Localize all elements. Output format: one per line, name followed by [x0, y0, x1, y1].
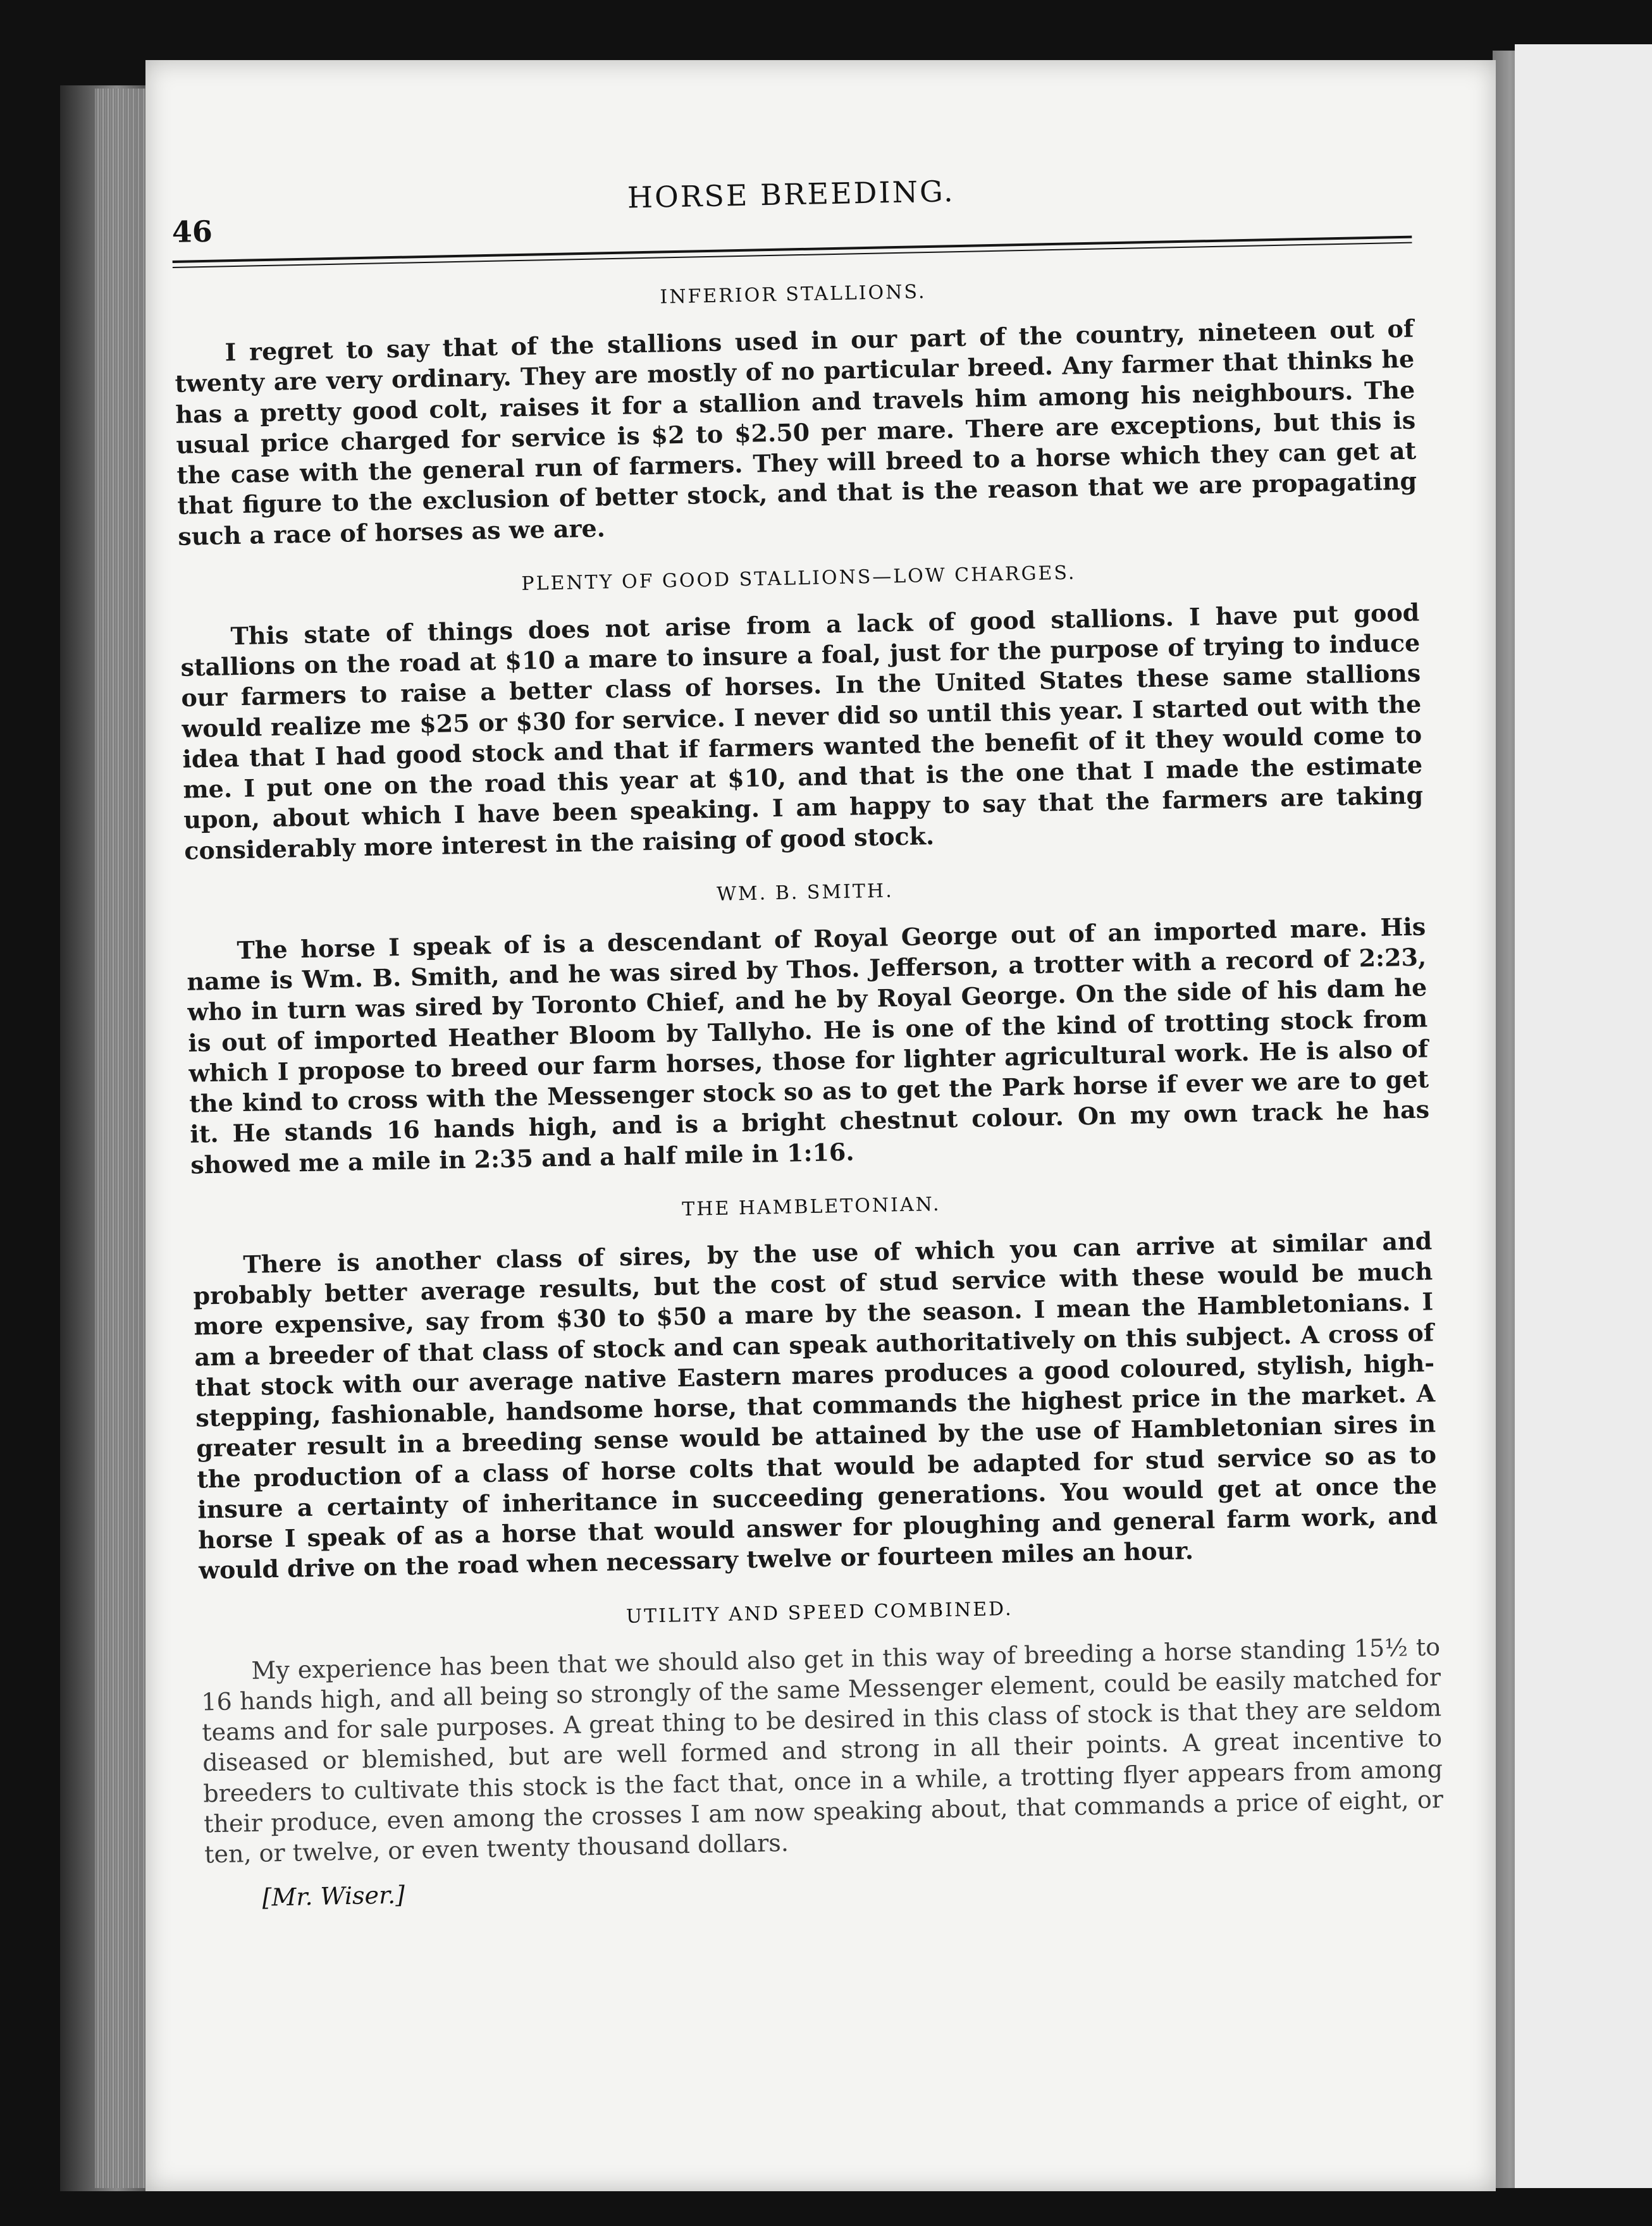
- facing-page: [1515, 44, 1652, 2188]
- header-rule-thin: [173, 242, 1412, 268]
- paragraph: This state of things does not arise from a lack of good stallions. I have put good stallions on the road at $10 a mare to insure a foal, just for the purpose of trying to induce our farmers to raise a better class of horses. In the United States these same stallions would realize me $25 or $30 for service. I never did so until this year. I started out with the idea that I had good stock and that if farmers wanted the benefit of it they would come to me. I put one on the road this year at $10, and that is the one that I made the estimate upon, about which I have been speaking. I am happy to say that the farmers are taking considerably more interest in the raising of good stock.: [180, 598, 1424, 865]
- section-plenty-of-good-stallions: [179, 555, 1424, 866]
- header-rule: [173, 236, 1412, 263]
- section-utility-and-speed: [200, 1589, 1445, 1870]
- section-heading: THE HAMBLETONIAN.: [681, 1193, 941, 1221]
- paragraph: I regret to say that of the stallions used in our part of the country, nineteen out of twenty are very ordinary. They are mostly of no particular breed. Any farmer that thinks he has a pretty good colt, raises it for a stallion and travels him among his neighbours. The usual price charged for service is $2 to $2.50 per mare. There are exceptions, but this is the case with the general run of farmers. They will breed to a horse which they can get at that figure to the exclusion of better stock, and that is the reason that we are propagating such a race of horses as we are.: [175, 314, 1417, 551]
- section-heading: UTILITY AND SPEED COMBINED.: [626, 1597, 1013, 1628]
- paragraph: My experience has been that we should also get in this way of breeding a horse standing 15½ to 16 hands high, and all being so strongly of the same Messenger element, could be easily matched for teams and for sale purposes. A great thing to be desired in this class of stock is that they are seldom diseased or blemished, but are well formed and strong in all their points. A great incentive to breeders to cultivate this stock is the fact that, once in a while, a trotting flyer appears from among their produce, even among the crosses I am now speaking about, that commands a price of eight, or ten, or twelve, or even twenty thousand dollars.: [200, 1632, 1444, 1869]
- section-heading: WM. B. SMITH.: [716, 880, 894, 906]
- section-inferior-stallions: [173, 271, 1418, 552]
- page-content: [171, 152, 1445, 1913]
- paragraph: The horse I speak of is a descendant of Royal George out of an imported mare. His name is Wm. B. Smith, and he was sired by Thos. Jefferson, a trotter with a record of 2:23, who in turn was sired by Toronto Chief, and he by Royal George. On the side of his dam he is out of imported Heather Bloom by Tallyho. He is one of the kind of trotting stock from which I propose to breed our farm horses, those for lighter agricultural work. He is also of the kind to cross with the Messenger stock so as to get the Park horse if ever we are to get it. He stands 16 hands high, and is a bright chestnut colour. On my own track he has showed me a mile in 2:35 and a half mile in 1:16.: [187, 912, 1430, 1179]
- section-heading: PLENTY OF GOOD STALLIONS—LOW CHARGES.: [521, 562, 1076, 595]
- section-hambletonian: [192, 1183, 1439, 1586]
- page-edges: [95, 89, 145, 2188]
- signature: [Mr. Wiser.]: [262, 1881, 405, 1912]
- section-heading: INFERIOR STALLIONS.: [660, 281, 927, 309]
- paragraph: There is another class of sires, by the use of which you can arrive at similar and probably better average results, but the cost of stud service with these would be much more expensive, say from $30 to $50 a mare by the season. I mean the Hambletonians. I am a breeder of that class of stock and can speak authoritatively on this subject. A cross of that stock with our average native Eastern mares produces a good coloured, stylish, high-stepping, fashionable, handsome horse, that commands the highest price in the market. A greater result in a breeding sense would be attained by the use of Hambletonian sires in the production of a class of horse colts that would be adapted for stud service so as to insure a certainty of inheritance in succeeding generations. You would get at once the horse I speak of as a horse that would answer for ploughing and general farm work, and would drive on the road when necessary twelve or fourteen miles an hour.: [193, 1226, 1438, 1585]
- page-number: 46: [171, 214, 213, 249]
- section-wm-b-smith: [185, 869, 1431, 1180]
- running-title: HORSE BREEDING.: [627, 174, 956, 215]
